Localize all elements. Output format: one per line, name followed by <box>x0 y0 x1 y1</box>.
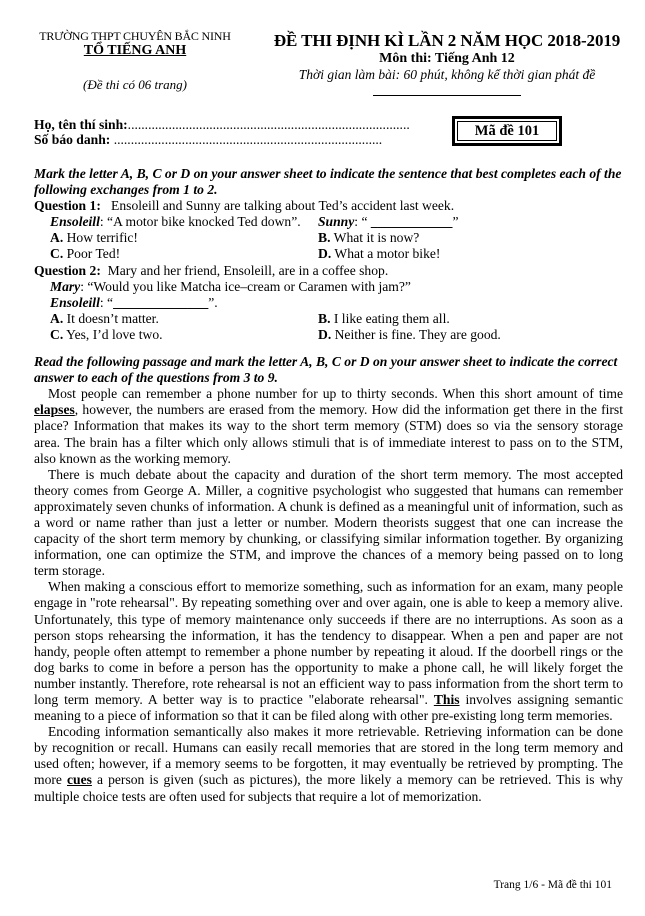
school-header <box>20 30 250 93</box>
question-1-prompt: Ensoleill and Sunny are talking about Ted’s accident last week. <box>111 198 455 214</box>
candidate-id-label: Số báo danh: <box>34 132 111 147</box>
question-2-prompt: Mary and her friend, Ensoleill, are in a coffee shop. <box>107 262 389 278</box>
passage-paragraph-2: There is much debate about the capacity and duration of the short term memory. The most accepted theory comes from George A. Miller, a cognitive psychologist who suggested that humans can remember approximately seven chunks of information. A chunk is defined as a meaningful unit of information, such as a word or name rather than just a letter or number. Modern theorists suggest that one can increase the capacity of the short term memory by chunking, or classifying similar information together. By organizing information, one can optimize the STM, and improve the chances of a memory being passed on to long term storage. <box>34 466 623 579</box>
option-letter: D. <box>318 326 332 342</box>
question-2-options-row-2 <box>34 327 623 343</box>
option-d[interactable] <box>318 246 586 262</box>
candidate-name-field[interactable]: ................................................................................... <box>127 117 410 132</box>
department-name: TỔ TIẾNG ANH <box>83 43 187 58</box>
question-2-options-row-1 <box>34 311 623 327</box>
question-1-header <box>34 198 623 214</box>
option-letter: D. <box>318 246 332 262</box>
question-2-label: Question 2: <box>34 262 101 278</box>
option-text: Yes, I’d love two. <box>63 326 163 342</box>
header-divider <box>373 95 521 96</box>
option-text: Poor Ted! <box>63 246 121 262</box>
option-d[interactable] <box>318 327 586 343</box>
page-footer: Trang 1/6 - Mã đề thi 101 <box>493 879 612 891</box>
option-c[interactable] <box>50 327 318 343</box>
option-c[interactable] <box>50 246 318 262</box>
option-letter: C. <box>50 246 64 262</box>
option-a[interactable] <box>50 230 318 246</box>
passage-paragraph-1 <box>34 386 623 466</box>
passage-text: When making a conscious effort to memorize something, such as information for an exam, many people engage in "rote rehearsal". By repeating something over and over again, one is able to keep a memory alive. Unfortunately, this type of memory maintenance only succeeds if there are no interruptions. As soon as a person stops rehearsing the information, it has the tendency to disappear. When a pen and paper are not handy, people often attempt to remember a phone number by repeating it aloud. If the doorbell rings or the dog barks to come in before a person has the opportunity to make a phone call, he will likely forget the number instantly. Therefore, rote rehearsal is not an efficient way to pass information from the short term to long term memory. A better way is to practice "elaborate rehearsal". <box>34 579 623 707</box>
page-count-note: (Đề thi có 06 trang) <box>83 77 187 92</box>
candidate-id-field[interactable]: ............................................................................... <box>110 132 383 147</box>
question-1-speaker-2: Sunny <box>318 214 355 230</box>
option-text: How terrific! <box>63 230 138 246</box>
candidate-id-line <box>34 132 410 147</box>
spacer <box>34 343 623 354</box>
question-1-dialogue <box>34 214 623 230</box>
question-2-header <box>34 263 623 279</box>
question-1-options-row-2 <box>34 246 623 262</box>
question-2-line-2-end: ”. <box>208 294 218 310</box>
exam-header <box>258 31 636 96</box>
question-1-blank: ____________ <box>370 214 453 230</box>
exam-code-box <box>452 116 562 146</box>
question-2-speaker-2: Ensoleill <box>50 294 100 310</box>
option-b[interactable] <box>318 230 586 246</box>
school-name: TRƯỜNG THPT CHUYÊN BẮC NINH <box>39 29 231 43</box>
passage-text: involves assigning semantic meaning to a piece of information so that it can be filed along with other pre-existing long term memories. <box>34 692 623 724</box>
question-2-line-2-row <box>34 295 623 311</box>
candidate-info <box>34 117 410 147</box>
option-letter: B. <box>318 310 331 326</box>
passage-text: Most people can remember a phone number for up to thirty seconds. When this short amount of time <box>48 386 623 402</box>
question-2-line-2: : “ <box>99 294 114 310</box>
section2-instruction: Read the following passage and mark the letter A, B, C or D on your answer sheet to indicate the correct answer to each of the questions from 3 to 9. <box>34 354 618 386</box>
candidate-name-line <box>34 117 410 132</box>
option-text: Neither is fine. They are good. <box>331 326 501 342</box>
passage-text: Encoding information semantically also makes it more retrievable. Retrieving information can be done by recognition or recall. Humans can easily recall memories that are stored in the long term memory and used often; however, if a memory seems to be forgotten, it may eventually be retrieved by prompting. The more <box>34 724 623 788</box>
option-letter: A. <box>50 310 64 326</box>
question-2-line-1: : “Would you like Matcha ice–cream or Caramen with jam?” <box>80 278 411 294</box>
section1-instruction: Mark the letter A, B, C or D on your answer sheet to indicate the sentence that best completes each of the following exchanges from 1 to 2. <box>34 166 622 198</box>
underlined-word-this: This <box>433 692 460 707</box>
option-letter: B. <box>318 230 331 246</box>
question-1-options-row-1 <box>34 230 623 246</box>
exam-time-note: Thời gian làm bài: 60 phút, không kể thời gian phát đề <box>298 67 596 82</box>
option-letter: A. <box>50 230 64 246</box>
question-1-line-2-end: ” <box>452 214 459 230</box>
exam-code: Mã đề 101 <box>474 122 540 139</box>
passage-text: a person is given (such as pictures), the more likely a memory can be retrieved. This is why multiple choice tests are often used for subjects that require a lot of memorization. <box>34 772 623 804</box>
option-text: I like eating them all. <box>330 310 450 326</box>
question-2-blank: ______________ <box>113 294 209 310</box>
option-a[interactable] <box>50 311 318 327</box>
option-letter: C. <box>50 326 64 342</box>
underlined-word-elapses: elapses <box>34 402 75 418</box>
question-2-line-1-row <box>34 279 623 295</box>
option-text: It doesn’t matter. <box>63 310 159 326</box>
question-1-speaker-1: Ensoleill <box>50 214 100 230</box>
exam-content <box>34 166 623 805</box>
passage-text: , however, the numbers are erased from the memory. How did the information get there in the first place? Information that makes its way to the short term memory (STM) does so via the sensory storage area. The brain has a filter which only allows stimuli that is of immediate interest to pass on to the STM, also known as the working memory. <box>34 402 623 466</box>
passage-paragraph-4 <box>34 724 623 804</box>
option-b[interactable] <box>318 311 586 327</box>
candidate-name-label: Họ, tên thí sinh: <box>34 117 128 132</box>
question-2 <box>34 263 623 343</box>
option-text: What a motor bike! <box>331 246 441 262</box>
passage-paragraph-3 <box>34 579 623 724</box>
exam-title: ĐỀ THI ĐỊNH KÌ LẦN 2 NĂM HỌC 2018-2019 <box>273 31 621 50</box>
option-text: What it is now? <box>330 230 420 246</box>
question-1-label: Question 1: <box>34 198 101 214</box>
question-2-speaker-1: Mary <box>50 278 81 294</box>
reading-passage <box>34 386 623 804</box>
underlined-word-cues: cues <box>67 772 92 788</box>
question-1-line-2: : “ <box>354 214 371 230</box>
question-1 <box>34 198 623 262</box>
exam-subject: Môn thi: Tiếng Anh 12 <box>379 51 515 66</box>
question-1-line-1: : “A motor bike knocked Ted down”. <box>99 214 301 230</box>
